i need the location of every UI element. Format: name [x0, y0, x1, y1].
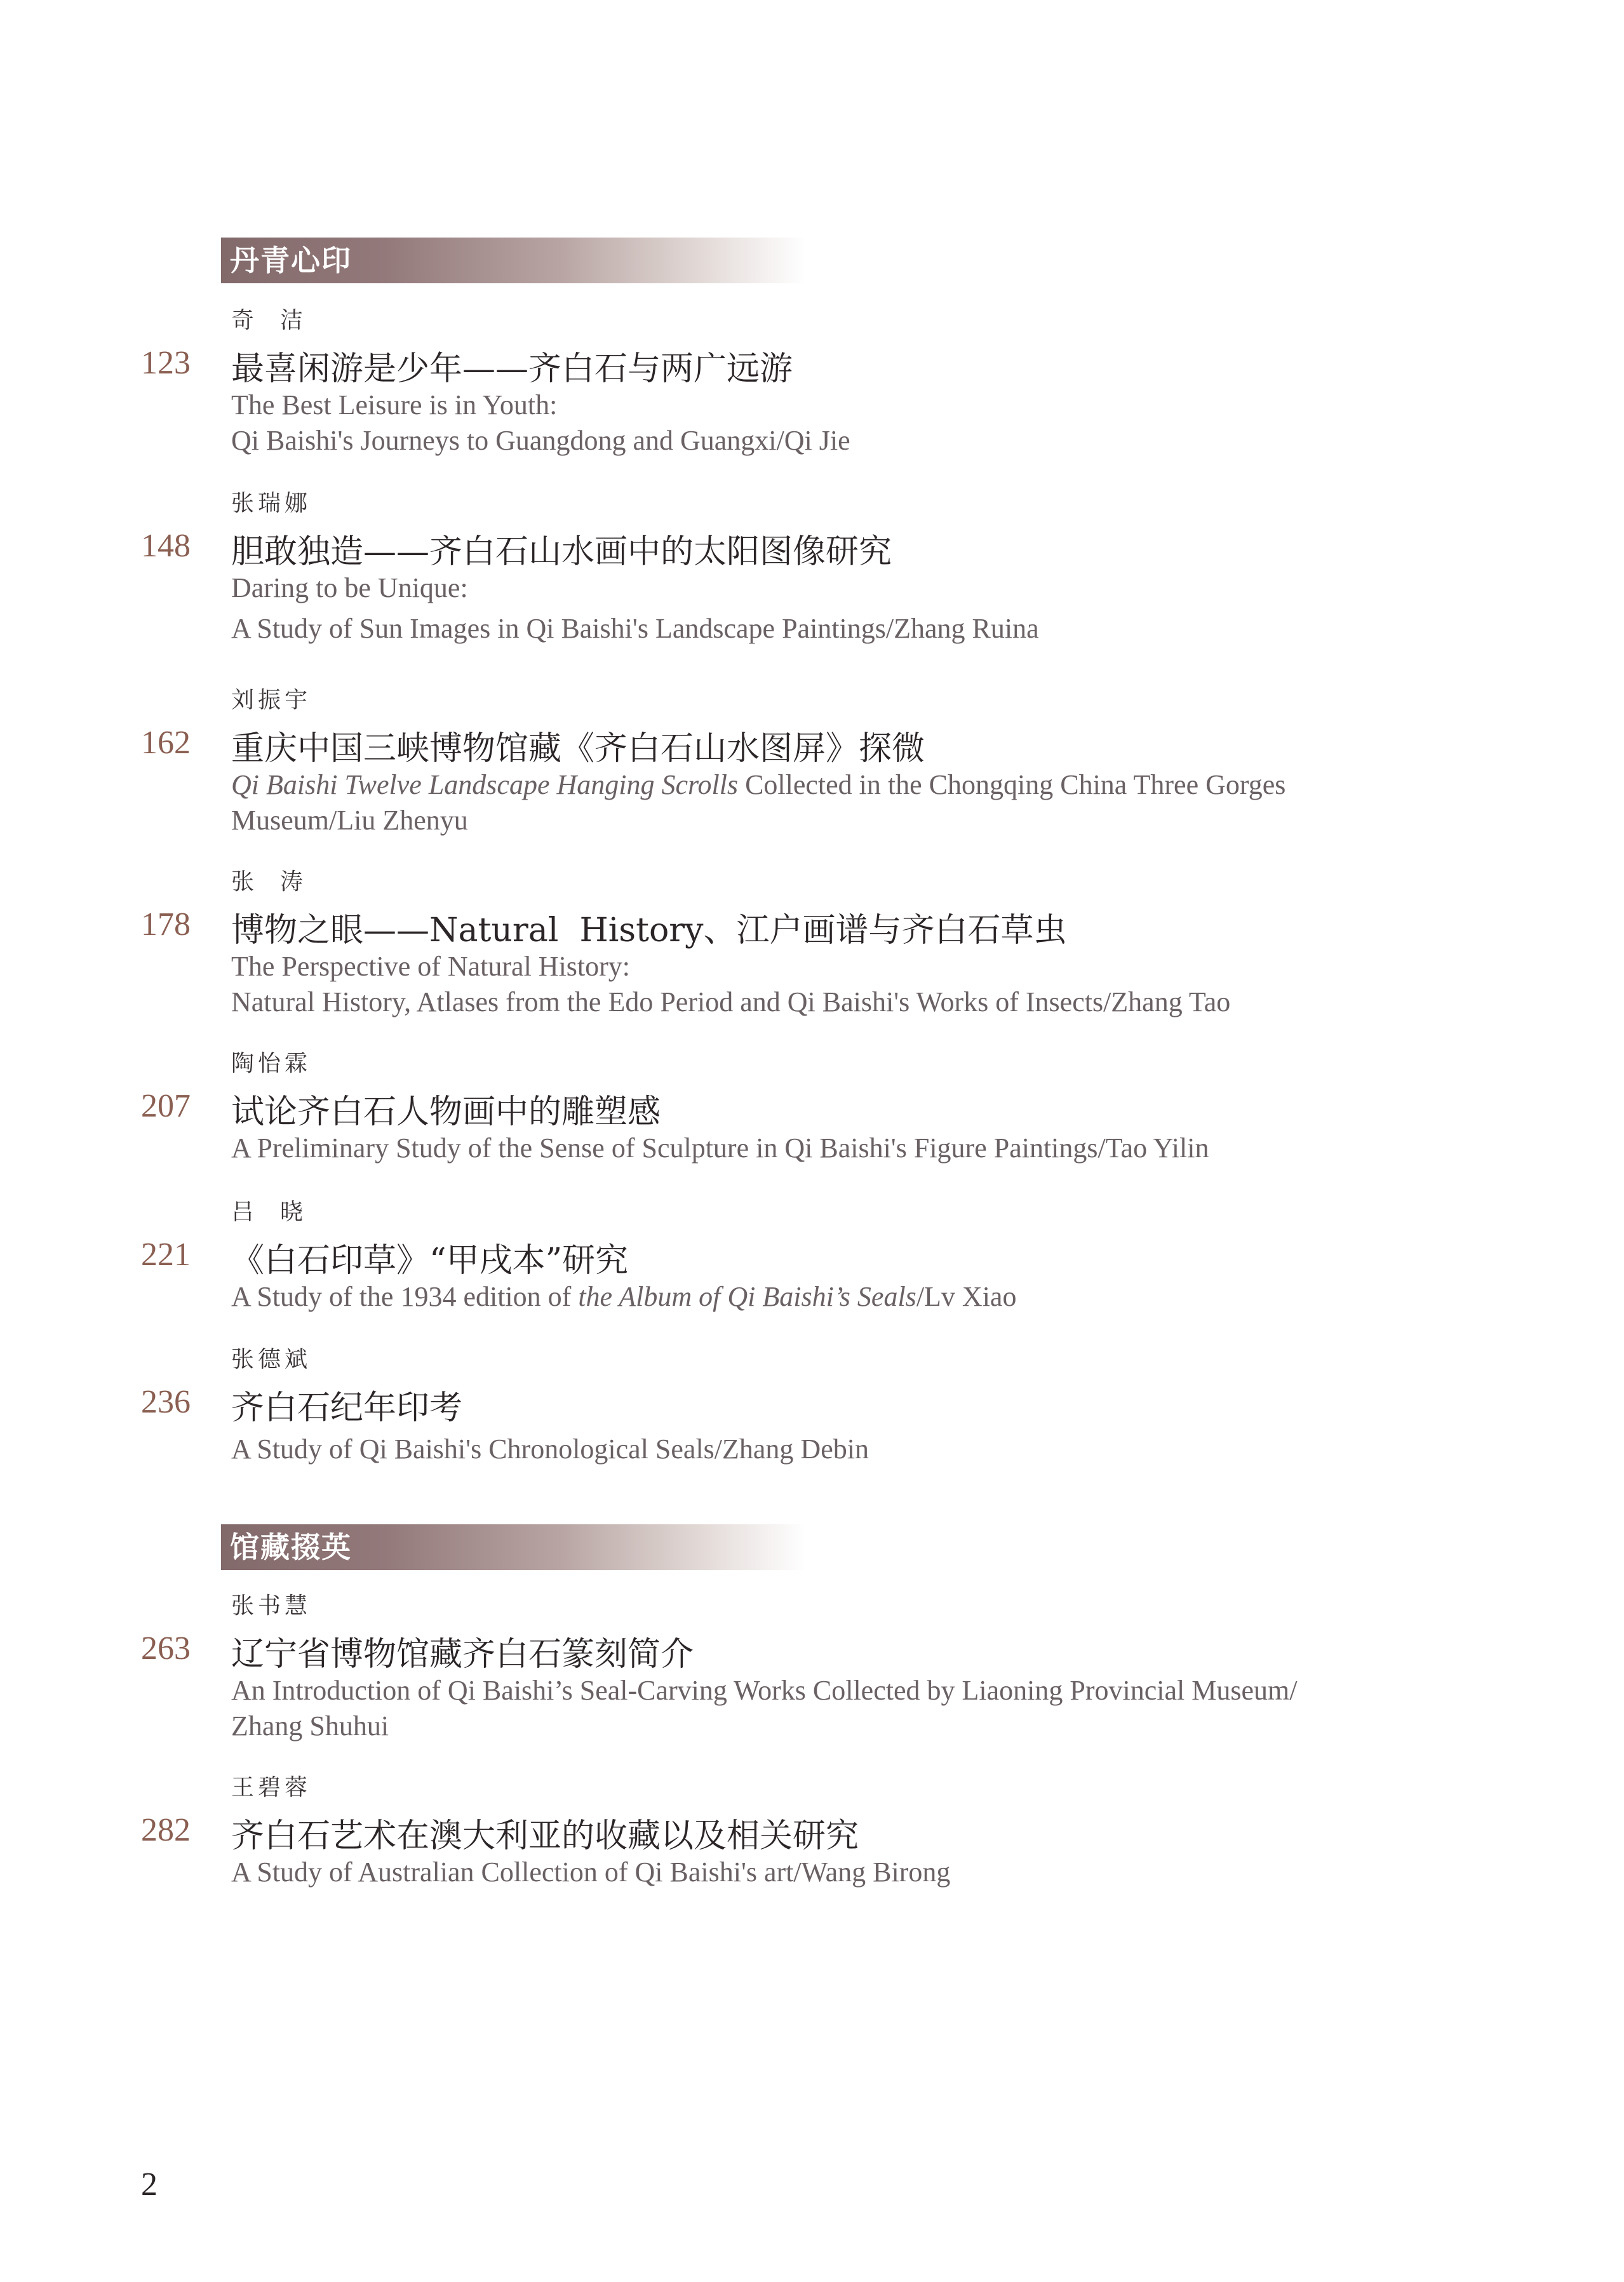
english-title-line-2: Zhang Shuhui: [231, 1710, 389, 1742]
english-title-line-1: A Study of Qi Baishi's Chronological Seals/Zhang Debin: [231, 1433, 869, 1465]
chinese-title: 重庆中国三峡博物馆藏《齐白石山水图屏》探微: [231, 730, 925, 768]
english-title-line-2: A Study of Sun Images in Qi Baishi's Landscape Paintings/Zhang Ruina: [231, 613, 1039, 644]
page-number: 178: [141, 906, 191, 943]
english-title-line-1: An Introduction of Qi Baishi’s Seal-Carving Works Collected by Liaoning Provincial Museum/: [231, 1675, 1298, 1706]
section-title: 丹青心印: [230, 243, 352, 278]
english-title-text: /Lv Xiao: [916, 1281, 1017, 1312]
english-title-line-2: Natural History, Atlases from the Edo Period and Qi Baishi's Works of Insects/Zhang Tao: [231, 986, 1231, 1017]
chinese-title: 博物之眼——Natural History、江户画谱与齐白石草虫: [231, 911, 1067, 950]
english-title-line-1: The Perspective of Natural History:: [231, 951, 631, 982]
english-title-line-1: A Preliminary Study of the Sense of Sculpture in Qi Baishi's Figure Paintings/Tao Yilin: [231, 1132, 1209, 1164]
author-name: 王碧蓉: [231, 1775, 312, 1801]
chinese-title: 齐白石艺术在澳大利亚的收藏以及相关研究: [231, 1817, 859, 1855]
author-name: 陶怡霖: [231, 1050, 312, 1077]
chinese-title: 胆敢独造——齐白石山水画中的太阳图像研究: [231, 533, 892, 571]
author-name: 张书慧: [231, 1593, 312, 1619]
english-title-line-1: [231, 767, 1463, 803]
page-number: 263: [141, 1630, 191, 1667]
page-number: 236: [141, 1384, 191, 1420]
english-title-line-2: Qi Baishi's Journeys to Guangdong and Guangxi/Qi Jie: [231, 425, 850, 456]
english-title-line-2: Museum/Liu Zhenyu: [231, 805, 468, 836]
page-number: 282: [141, 1812, 191, 1848]
chinese-title: 辽宁省博物馆藏齐白石篆刻简介: [231, 1635, 694, 1674]
section-header-1: [221, 238, 805, 283]
author-name: 张 涛: [231, 869, 307, 895]
author-name: 奇 洁: [231, 307, 307, 333]
section-header-2: [221, 1524, 805, 1570]
page-number: 148: [141, 528, 191, 564]
english-title-italic: Qi Baishi Twelve Landscape Hanging Scrolls: [231, 769, 739, 800]
english-title-line-1: Daring to be Unique:: [231, 572, 468, 603]
page-number: 123: [141, 345, 191, 381]
section-title: 馆藏掇英: [230, 1530, 352, 1564]
chinese-title: 最喜闲游是少年——齐白石与两广远游: [231, 350, 793, 388]
page-number: 221: [141, 1237, 191, 1273]
author-name: 刘振宇: [231, 687, 312, 713]
english-title-line-1: The Best Leisure is in Youth:: [231, 389, 558, 420]
page-folio: 2: [141, 2166, 158, 2203]
author-name: 张瑞娜: [231, 490, 312, 516]
chinese-title: 《白石印草》“甲戌本”研究: [231, 1242, 629, 1280]
english-title-text: A Study of the 1934 edition of: [231, 1281, 579, 1312]
chinese-title: 齐白石纪年印考: [231, 1389, 463, 1427]
english-title-text: Collected in the Chongqing China Three Gorges: [738, 769, 1286, 800]
english-title-line-1: [231, 1279, 1463, 1315]
author-name: 吕 晓: [231, 1199, 307, 1225]
author-name: 张德斌: [231, 1346, 312, 1373]
page-number: 162: [141, 725, 191, 761]
chinese-title: 试论齐白石人物画中的雕塑感: [231, 1093, 661, 1131]
english-title-italic: the Album of Qi Baishi’s Seals: [578, 1281, 916, 1312]
page-number: 207: [141, 1088, 191, 1124]
english-title-line-1: A Study of Australian Collection of Qi Baishi's art/Wang Birong: [231, 1856, 951, 1888]
